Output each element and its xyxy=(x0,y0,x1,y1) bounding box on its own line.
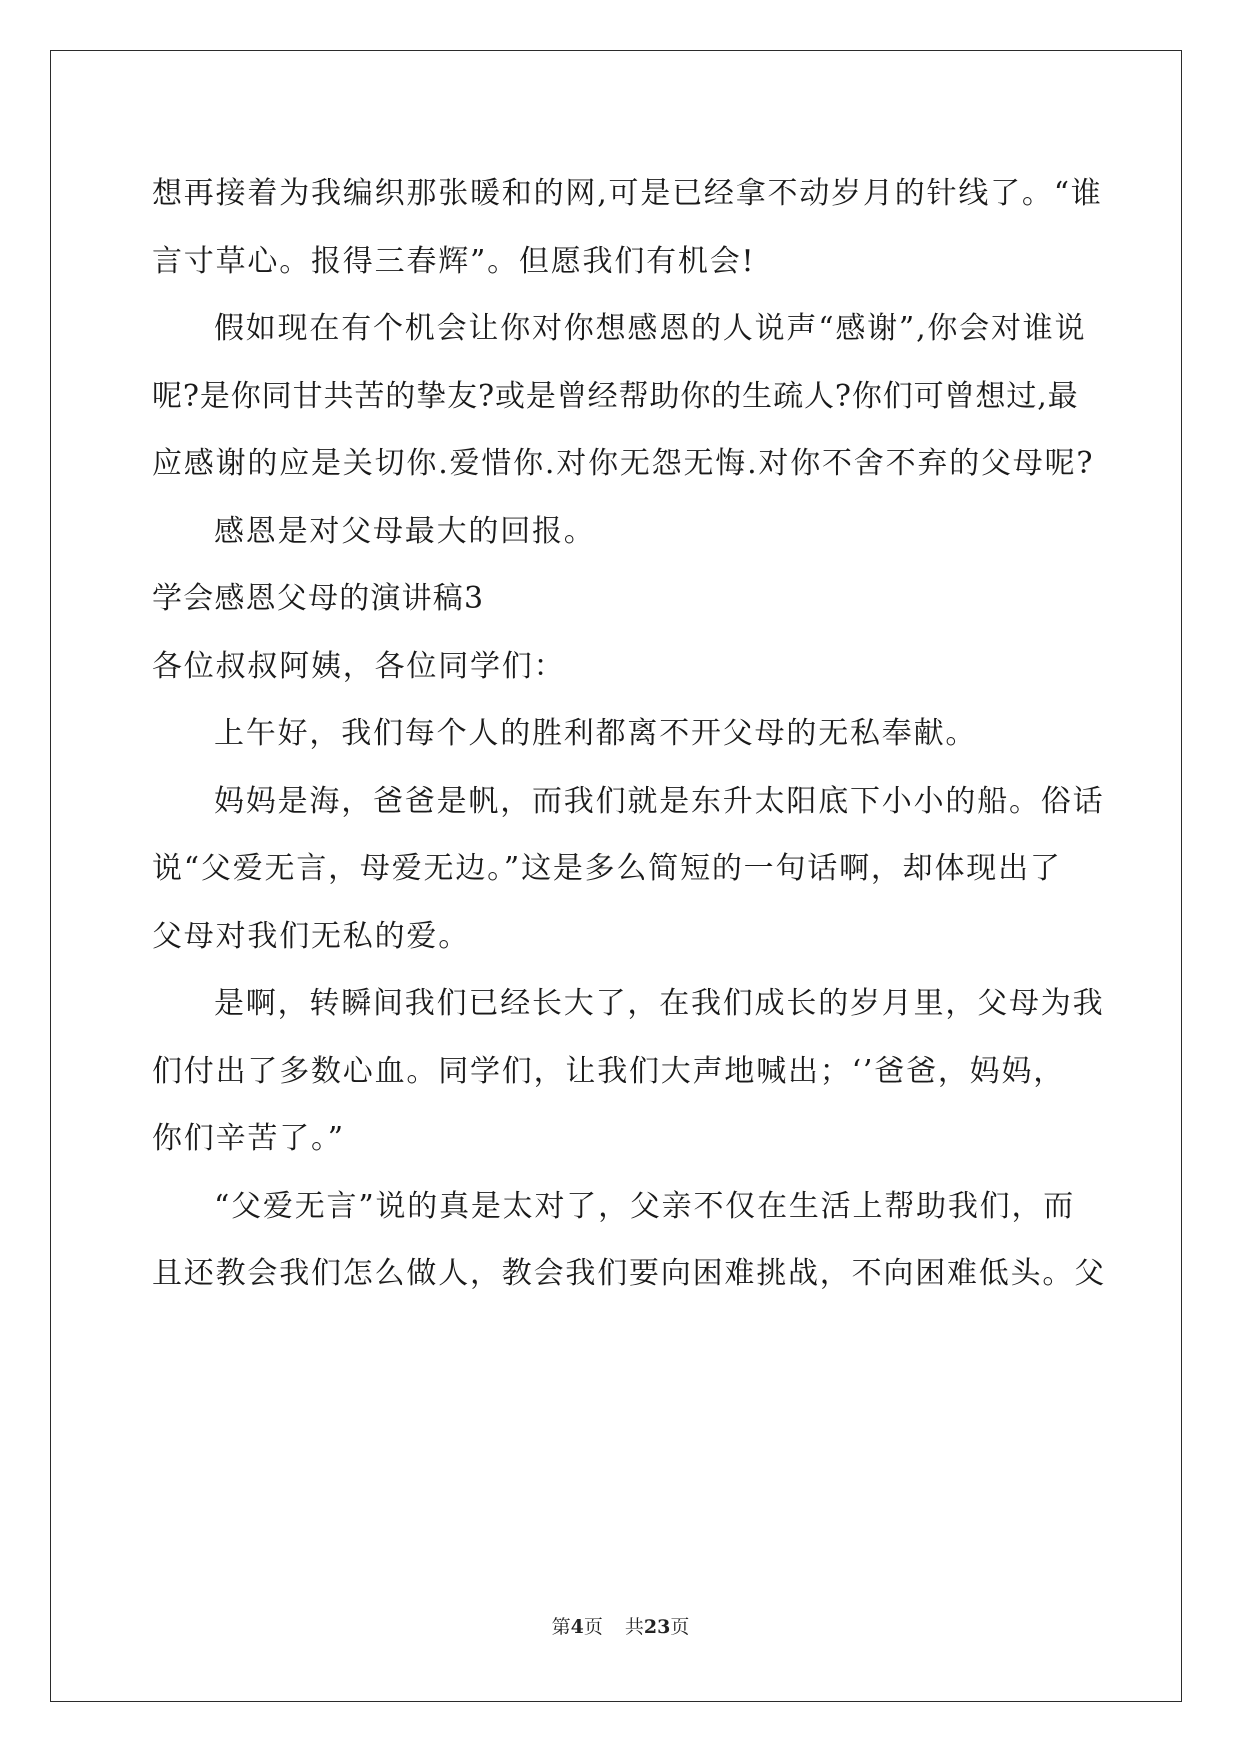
paragraph-line: 你们辛苦了。” xyxy=(152,1121,345,1156)
paragraph-line: 呢?是你同甘共苦的挚友?或是曾经帮助你的生疏人?你们可曾想过,最 xyxy=(152,378,1079,414)
page-suffix: 页 xyxy=(583,1616,603,1638)
paragraph-line: 上午好，我们每个人的胜利都离不开父母的无私奉献。 xyxy=(214,716,978,751)
page-prefix: 第 xyxy=(551,1616,571,1638)
paragraph-line: 们付出了多数心血。同学们，让我们大声地喊出；‘’爸爸，妈妈， xyxy=(152,1053,1066,1089)
salutation: 各位叔叔阿姨，各位同学们： xyxy=(152,648,566,684)
paragraph-line: 父母对我们无私的爱。 xyxy=(152,918,470,954)
paragraph-line: 妈妈是海，爸爸是帆，而我们就是东升太阳底下小小的船。俗话 xyxy=(214,783,1105,819)
document-body xyxy=(152,160,1106,1308)
page-number: 4 xyxy=(570,1616,584,1638)
total-prefix: 共 xyxy=(624,1616,644,1638)
paragraph-line: 应感谢的应是关切你.爱惜你.对你无怨无悔.对你不舍不弃的父母呢? xyxy=(152,446,1095,481)
paragraph-line: 想再接着为我编织那张暖和的网,可是已经拿不动岁月的针线了。“谁 xyxy=(152,176,1103,211)
paragraph-line: 且还教会我们怎么做人，教会我们要向困难挑战，不向困难低头。父 xyxy=(152,1256,1106,1291)
total-pages: 23 xyxy=(643,1616,671,1638)
paragraph-line: 说“父爱无言，母爱无边。”这是多么简短的一句话啊，却体现出了 xyxy=(152,851,1062,886)
paragraph-line: 感恩是对父母最大的回报。 xyxy=(214,513,596,549)
paragraph-line: 是啊，转瞬间我们已经长大了，在我们成长的岁月里，父母为我 xyxy=(214,986,1105,1021)
paragraph-line: “父爱无言”说的真是太对了，父亲不仅在生活上帮助我们，而 xyxy=(214,1188,1076,1224)
paragraph-line: 假如现在有个机会让你对你想感恩的人说声“感谢”,你会对谁说 xyxy=(214,311,1087,346)
section-heading: 学会感恩父母的演讲稿3 xyxy=(152,581,485,616)
page-footer xyxy=(0,1612,1241,1639)
total-suffix: 页 xyxy=(670,1616,690,1638)
paragraph-line: 言寸草心。报得三春辉”。但愿我们有机会! xyxy=(152,243,756,279)
